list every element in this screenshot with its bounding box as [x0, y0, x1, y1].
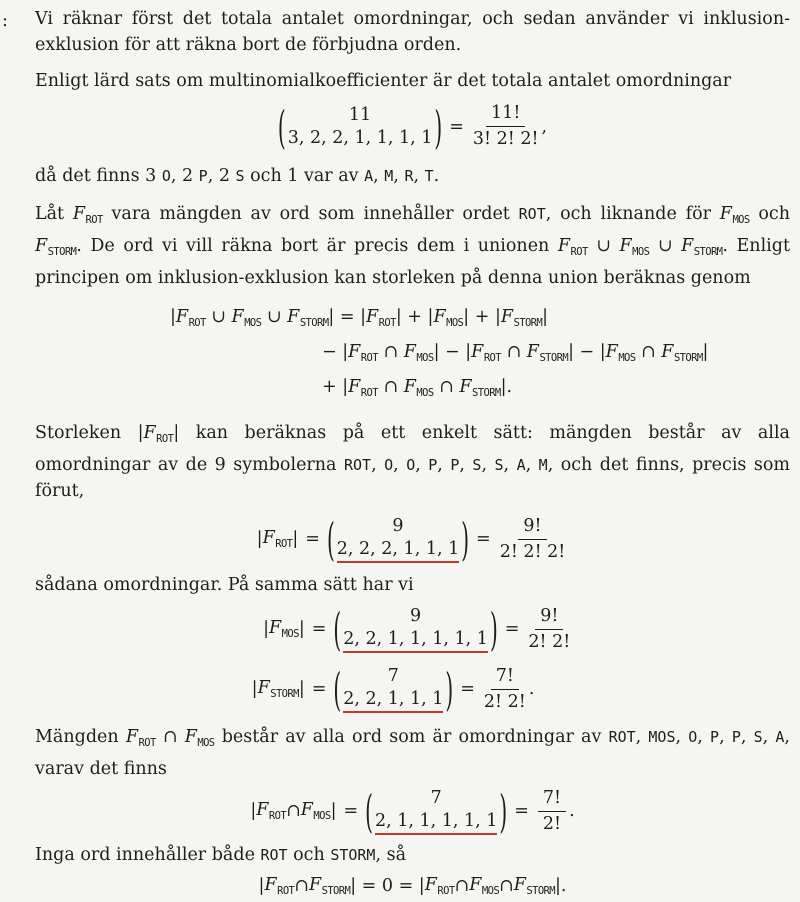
text-run: , 2 — [207, 166, 236, 186]
text-run: ∪ — [587, 236, 620, 256]
subscript: ROT — [85, 214, 103, 226]
math-variable-F: F — [231, 307, 244, 327]
subscript: ROT — [268, 810, 287, 822]
set-symbol — [269, 618, 299, 640]
math-variable-F: F — [605, 342, 618, 362]
subscript: ROT — [277, 885, 295, 897]
set-symbol — [144, 423, 174, 443]
display-equation-frot — [35, 510, 790, 568]
math-variable-F: F — [471, 342, 484, 362]
equals-sign: = — [514, 801, 529, 821]
math-variable-F: F — [424, 875, 437, 895]
equation-line-3 — [322, 373, 790, 408]
text-run: | + | — [395, 307, 434, 327]
paragraph-intersection — [35, 724, 790, 782]
text-run: , — [459, 455, 473, 475]
text-run: , — [635, 727, 649, 747]
text-run: ∩ — [294, 876, 309, 896]
text-run: och 1 var av — [244, 166, 365, 186]
typewriter-text: S — [472, 456, 482, 474]
binom-bottom-underlined: 2, 1, 1, 1, 1, 1 — [375, 810, 497, 835]
subscript: STORM — [270, 688, 299, 700]
subscript: ROT — [138, 737, 156, 749]
math-variable-F: F — [269, 618, 282, 638]
subscript: STORM — [526, 885, 555, 897]
text-run: | — [256, 529, 263, 549]
math-variable-F: F — [681, 236, 694, 256]
paragraph-multinomial-theorem — [35, 68, 790, 94]
fraction — [538, 788, 566, 835]
set-symbol — [425, 875, 455, 897]
text-run: och — [287, 845, 331, 865]
math-variable-F: F — [557, 236, 571, 256]
math-variable-F: F — [257, 678, 270, 698]
binom-top: 9 — [392, 516, 404, 536]
fraction — [484, 666, 526, 713]
subscript: ROT — [156, 433, 174, 445]
fraction-numerator: 7! — [491, 666, 519, 690]
text-run: | — [258, 876, 265, 896]
paragraph-no-words — [35, 842, 790, 868]
text-run: Låt — [35, 204, 73, 224]
fraction-denominator: 2! — [542, 813, 562, 834]
text-run: , — [437, 455, 451, 475]
math-variable-F: F — [619, 236, 632, 256]
right-paren-icon: ) — [445, 662, 454, 716]
paragraph-letter-counts — [35, 163, 790, 189]
binom-top: 7 — [430, 788, 442, 808]
text-run: ∩ — [286, 801, 301, 821]
subscript: STORM — [693, 246, 723, 258]
math-variable-F: F — [500, 307, 514, 327]
subscript: ROT — [275, 538, 293, 550]
text-run: , — [525, 455, 539, 475]
equals-sign: = — [460, 679, 475, 699]
text-run: och — [749, 204, 791, 224]
text-run: . — [433, 166, 440, 186]
typewriter-text: P — [731, 728, 741, 746]
subscript: ROT — [570, 246, 588, 258]
equation-lhs — [252, 673, 305, 705]
binom-stack — [335, 515, 461, 563]
typewriter-text: A — [364, 167, 374, 185]
text-run: , så — [375, 845, 407, 865]
set-symbol — [720, 204, 750, 224]
equals-sign: = — [311, 679, 327, 699]
subscript: MOS — [732, 214, 750, 226]
subscript: ROT — [437, 885, 455, 897]
paragraph-intro — [35, 6, 790, 58]
math-variable-F: F — [513, 875, 526, 895]
fraction — [528, 606, 570, 653]
subscript: STORM — [673, 352, 703, 364]
math-variable-F: F — [184, 727, 197, 747]
punctuation: , — [541, 116, 548, 137]
text-run: , — [481, 455, 495, 475]
left-paren-icon: ( — [326, 512, 335, 566]
text-run: | — [330, 801, 337, 821]
math-variable-F: F — [262, 528, 275, 548]
display-equation-empty-intersections — [35, 870, 790, 902]
left-paren-icon: ( — [333, 602, 342, 656]
subscript: MOS — [281, 628, 299, 640]
text-run: | — [542, 307, 549, 327]
binom-bottom-underlined: 2, 2, 2, 1, 1, 1 — [337, 538, 459, 563]
typewriter-text: STORM — [330, 846, 376, 864]
text-run: ∪ — [261, 307, 288, 327]
typewriter-text: A — [775, 728, 785, 746]
equals-sign: = — [311, 619, 327, 639]
text-run: , 2 — [170, 166, 199, 186]
right-paren-icon: ) — [499, 784, 508, 838]
text-run: + | — [322, 377, 349, 397]
text-run: ∩ — [635, 342, 662, 362]
set-symbol — [263, 528, 293, 550]
math-variable-F: F — [719, 204, 732, 224]
subscript: ROT — [188, 317, 206, 329]
text-run: då det finns 3 — [35, 166, 162, 186]
equation-lhs — [257, 528, 299, 550]
binom-stack — [373, 787, 499, 835]
fraction — [500, 516, 566, 563]
text-run: ∪ — [205, 307, 232, 327]
equals-sign: = — [343, 801, 359, 821]
text-run: | — [263, 619, 270, 639]
math-variable-F: F — [300, 800, 313, 820]
typewriter-text: P — [428, 456, 438, 474]
typewriter-text: P — [710, 728, 720, 746]
subscript: ROT — [360, 352, 378, 364]
typewriter-text: S — [753, 728, 763, 746]
typewriter-text: ROT — [343, 456, 372, 474]
set-symbol — [404, 377, 434, 397]
set-symbol — [558, 236, 588, 256]
math-variable-F: F — [143, 423, 156, 443]
text-run: . Enligt principen om inklusion-exklusion kan storleken på denna union beräknas genom — [35, 236, 791, 288]
set-symbol — [287, 307, 328, 327]
typewriter-text: M — [538, 456, 548, 474]
equals-sign: = — [476, 529, 491, 549]
paragraph-frot-size — [35, 420, 790, 504]
set-symbol — [527, 342, 568, 362]
typewriter-text: O — [384, 456, 394, 474]
binom-top: 9 — [410, 606, 422, 626]
math-variable-F: F — [403, 377, 416, 397]
math-variable-F: F — [433, 307, 446, 327]
subscript: STORM — [539, 352, 569, 364]
right-paren-icon: ) — [489, 602, 498, 656]
equals-sign: = — [504, 619, 520, 639]
subscript: MOS — [446, 317, 464, 329]
set-symbol — [681, 236, 722, 256]
set-symbol — [620, 236, 650, 256]
binom-stack — [341, 605, 490, 653]
text-run: sådana omordningar. På samma sätt har vi — [35, 575, 414, 595]
typewriter-text: ROT — [608, 728, 636, 746]
punctuation: . — [569, 801, 575, 821]
punctuation: . — [528, 679, 535, 699]
set-symbol — [348, 377, 378, 397]
text-run: Inga ord innehåller både — [35, 845, 261, 865]
text-run: ∪ — [649, 236, 682, 256]
text-run: , — [740, 727, 754, 747]
typewriter-text: O — [688, 728, 698, 746]
text-run: | kan beräknas på ett enkelt sätt: mängden består av alla omordningar av de 9 symbolerna — [35, 423, 790, 475]
typewriter-text: P — [198, 167, 208, 185]
text-run: , — [415, 455, 429, 475]
set-symbol — [176, 307, 206, 327]
multinomial-coefficient — [333, 662, 454, 716]
math-variable-F: F — [256, 800, 269, 820]
math-variable-F: F — [469, 875, 482, 895]
typewriter-text: MOS — [648, 728, 676, 746]
set-symbol — [256, 800, 286, 822]
text-run: , varav det finns — [35, 727, 790, 779]
text-run: ∩ — [377, 342, 404, 362]
text-run: , — [719, 727, 732, 747]
text-run: ∩ — [499, 876, 514, 896]
equation-lhs — [263, 613, 305, 645]
text-run: , — [697, 727, 711, 747]
equation-line-1 — [170, 303, 790, 338]
equation-line-2 — [322, 338, 790, 373]
binom-top: 7 — [387, 666, 399, 686]
set-symbol — [366, 307, 396, 327]
display-equation-inclusion-exclusion — [170, 303, 790, 408]
binom-stack — [341, 665, 445, 713]
left-paren-icon: ( — [277, 99, 286, 154]
text-run: | — [298, 679, 305, 699]
text-run: Enligt lärd sats om multinomialkoefficienter är det totala antalet omordningar — [35, 71, 732, 91]
binom-bottom-underlined: 2, 2, 1, 1, 1, 1, 1 — [343, 628, 488, 653]
display-equation-total-count — [35, 98, 790, 155]
equals-sign: = — [449, 116, 464, 137]
math-variable-F: F — [366, 307, 379, 327]
fraction-numerator: 11! — [486, 103, 525, 127]
subscript: STORM — [513, 317, 543, 329]
math-variable-F: F — [72, 204, 86, 224]
text-run: , — [762, 727, 776, 747]
multinomial-coefficient — [365, 784, 508, 838]
text-run: , och liknande för — [545, 204, 720, 224]
text-run: | = | — [328, 307, 367, 327]
set-symbol — [606, 342, 636, 362]
multinomial-coefficient — [277, 99, 443, 154]
text-run: vara mängden av ord som innehåller ordet — [102, 204, 519, 224]
subscript: STORM — [299, 317, 329, 329]
typewriter-text: S — [494, 456, 504, 474]
text-run: − | — [322, 342, 349, 362]
equation-rhs — [305, 600, 574, 658]
text-run: ∩ — [377, 377, 404, 397]
multinomial-coefficient — [326, 512, 470, 566]
set-symbol — [501, 307, 542, 327]
set-symbol — [232, 307, 262, 327]
set-symbol — [185, 727, 215, 747]
text-run: ∩ — [433, 377, 460, 397]
display-equation-fmos-fstorm — [35, 600, 790, 718]
set-symbol — [459, 377, 500, 397]
solution-label-colon: : — [2, 11, 8, 31]
typewriter-text: M — [384, 167, 394, 185]
equation-lhs — [250, 800, 336, 822]
right-paren-icon: ) — [434, 99, 443, 154]
binom-bottom: 3, 2, 2, 1, 1, 1, 1 — [287, 127, 433, 148]
text-run: , — [393, 455, 407, 475]
math-variable-F: F — [348, 342, 361, 362]
subscript: STORM — [47, 246, 77, 258]
set-symbol — [471, 342, 501, 362]
set-symbol — [348, 342, 378, 362]
math-variable-F: F — [35, 236, 48, 256]
typewriter-text: O — [406, 456, 416, 474]
text-run: | − | — [433, 342, 472, 362]
text-run: | + | — [463, 307, 501, 327]
subscript: ROT — [378, 317, 396, 329]
math-variable-F: F — [287, 307, 300, 327]
subscript: STORM — [472, 387, 501, 399]
set-symbol — [264, 875, 294, 897]
fraction-numerator: 9! — [518, 516, 546, 540]
text-run: | — [298, 619, 305, 639]
fraction-numerator: 9! — [535, 606, 563, 630]
math-variable-F: F — [175, 307, 189, 327]
set-symbol — [309, 875, 350, 897]
multinomial-coefficient — [333, 602, 498, 656]
typewriter-text: R — [404, 167, 414, 185]
subscript: MOS — [197, 737, 215, 749]
equation-rhs — [305, 660, 574, 718]
text-run: ∩ — [155, 727, 185, 747]
fraction-denominator: 3! 2! 2! — [472, 129, 539, 149]
math-variable-F: F — [308, 875, 322, 895]
fraction-denominator: 2! 2! — [528, 631, 571, 652]
typewriter-text: P — [450, 456, 460, 474]
text-run: , — [413, 166, 425, 186]
left-paren-icon: ( — [365, 784, 373, 838]
typewriter-text: S — [235, 167, 245, 185]
set-symbol — [258, 678, 299, 700]
paragraph-same-way — [35, 572, 790, 598]
set-symbol — [301, 800, 331, 822]
text-run: Vi räknar först det totala antalet omordningar, och sedan använder vi inklusion-exklusion för att räkna bort de förbjudna orden. — [35, 9, 790, 55]
binom-top: 11 — [348, 104, 372, 125]
subscript: MOS — [416, 387, 434, 399]
subscript: STORM — [321, 885, 351, 897]
text-run: , — [393, 166, 405, 186]
binom-bottom-underlined: 2, 2, 1, 1, 1 — [343, 688, 443, 713]
text-run: |. — [554, 876, 567, 896]
math-variable-F: F — [264, 875, 277, 895]
display-equation-frot-fmos — [35, 782, 790, 840]
set-symbol — [661, 342, 702, 362]
left-paren-icon: ( — [333, 662, 342, 716]
text-run: | — [250, 801, 257, 821]
subscript: ROT — [483, 352, 501, 364]
typewriter-text: ROT — [518, 205, 546, 223]
text-run: ∩ — [454, 876, 470, 896]
fraction-denominator: 2! 2! 2! — [499, 541, 566, 562]
set-symbol — [404, 342, 434, 362]
text-run: | = 0 = | — [350, 876, 425, 896]
set-symbol — [35, 236, 76, 256]
text-run: består av alla ord som är omordningar av — [214, 727, 609, 747]
text-run: , — [675, 727, 689, 747]
text-run: , — [373, 166, 385, 186]
right-paren-icon: ) — [461, 512, 470, 566]
text-run: |. — [500, 377, 513, 397]
fraction-denominator: 2! 2! — [483, 691, 526, 712]
subscript: MOS — [618, 352, 636, 364]
math-variable-F: F — [348, 377, 361, 397]
text-run: Mängden — [35, 727, 126, 747]
text-run: Storleken | — [35, 423, 144, 443]
text-run: | — [292, 529, 299, 549]
text-run: | − | — [568, 342, 606, 362]
math-variable-F: F — [459, 377, 472, 397]
typewriter-text: A — [516, 456, 526, 474]
binom-stack — [286, 104, 435, 150]
subscript: MOS — [416, 352, 434, 364]
subscript: MOS — [313, 810, 331, 822]
text-run: ∩ — [501, 342, 527, 362]
math-variable-F: F — [125, 727, 138, 747]
typewriter-text: ROT — [260, 846, 288, 864]
typewriter-text: O — [161, 167, 171, 185]
math-variable-F: F — [661, 342, 674, 362]
text-run: , och det finns, precis som förut, — [35, 455, 790, 501]
math-variable-F: F — [403, 342, 416, 362]
text-run: | — [170, 307, 176, 327]
fraction-numerator: 7! — [538, 788, 566, 812]
subscript: ROT — [360, 387, 378, 399]
subscript: MOS — [244, 317, 262, 329]
text-run: . De ord vi vill räkna bort är precis dem i unionen — [76, 236, 558, 256]
text-run: | — [251, 679, 258, 699]
subscript: MOS — [481, 885, 500, 897]
equals-sign: = — [305, 529, 320, 549]
typewriter-text: T — [424, 167, 434, 185]
text-run: | — [702, 342, 709, 362]
math-variable-F: F — [526, 342, 539, 362]
set-symbol — [126, 727, 156, 747]
text-run: , — [371, 455, 385, 475]
set-symbol — [433, 307, 463, 327]
set-symbol — [73, 204, 103, 224]
set-symbol — [469, 875, 499, 897]
set-symbol — [514, 875, 555, 897]
subscript: MOS — [632, 246, 650, 258]
paragraph-define-sets — [35, 201, 790, 291]
fraction — [473, 103, 539, 150]
text-run: , — [503, 455, 517, 475]
